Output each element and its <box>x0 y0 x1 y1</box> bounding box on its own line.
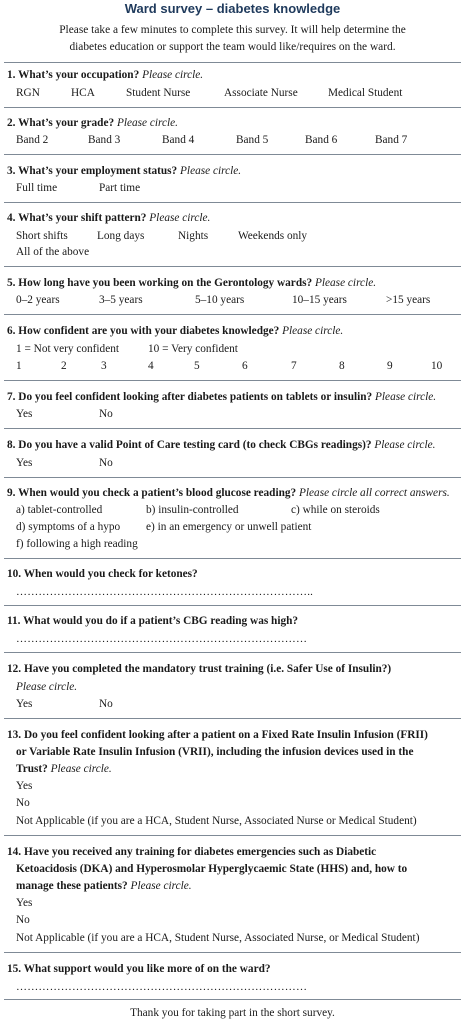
question-4 <box>7 211 210 225</box>
thank-you-note: Thank you for taking part in the short survey. <box>130 1007 335 1019</box>
option-over-15-years[interactable]: >15 years <box>386 294 431 306</box>
divider <box>4 558 461 559</box>
question-text: 6. How confident are you with your diabetes knowledge? <box>7 325 280 337</box>
option-no[interactable]: No <box>99 408 113 420</box>
question-text: 7. Do you feel confident looking after diabetes patients on tablets or insulin? <box>7 391 373 403</box>
option-no[interactable]: No <box>99 457 113 469</box>
option-no[interactable]: No <box>99 698 113 710</box>
option-scale-6[interactable]: 6 <box>242 360 248 372</box>
option-symptoms-of-hypo[interactable]: d) symptoms of a hypo <box>16 521 121 533</box>
question-text: 13. Do you feel confident looking after a patient on a Fixed Rate Insulin Infusion (FRII) <box>7 729 428 741</box>
question-text: 4. What’s your shift pattern? <box>7 212 147 224</box>
question-3 <box>7 164 241 178</box>
question-text: manage these patients? <box>16 880 128 892</box>
option-5-10-years[interactable]: 5–10 years <box>195 294 245 306</box>
question-text: 5. How long have you been working on the Gerontology wards? <box>7 277 313 289</box>
question-2 <box>7 116 178 130</box>
question-instruction: Please circle. <box>116 117 179 129</box>
option-yes[interactable]: Yes <box>16 457 33 469</box>
option-3-5-years[interactable]: 3–5 years <box>99 294 143 306</box>
option-not-applicable[interactable]: Not Applicable (if you are a HCA, Student Nurse, Associated Nurse or Medical Student) <box>16 815 417 827</box>
question-instruction: Please circle all correct answers. <box>299 487 450 499</box>
option-hca[interactable]: HCA <box>71 87 95 99</box>
question-14 <box>7 845 376 859</box>
question-text: 3. What’s your employment status? <box>7 165 178 177</box>
option-scale-10[interactable]: 10 <box>431 360 443 372</box>
question-text: 1. What’s your occupation? <box>7 69 140 81</box>
question-text: 14. Have you received any training for diabetes emergencies such as Diabetic <box>7 846 377 858</box>
intro-line: diabetes education or support the team would like/requires on the ward. <box>69 41 396 53</box>
question-6 <box>7 324 343 338</box>
question-instruction: Please circle. <box>50 763 112 775</box>
divider <box>4 477 461 478</box>
option-yes[interactable]: Yes <box>16 698 33 710</box>
question-text: 12. Have you completed the mandatory trust training (i.e. Safer Use of Insulin?) <box>7 663 392 675</box>
option-band-2[interactable]: Band 2 <box>16 134 49 146</box>
divider <box>4 999 461 1000</box>
question-14-line-2 <box>16 862 407 876</box>
option-scale-4[interactable]: 4 <box>148 360 154 372</box>
question-instruction: Please circle. <box>282 325 344 337</box>
option-scale-9[interactable]: 9 <box>387 360 393 372</box>
option-yes[interactable]: Yes <box>16 897 33 909</box>
question-text: Ketoacidosis (DKA) and Hyperosmolar Hyperglycaemic State (HHS) and, how to <box>16 863 408 875</box>
question-1 <box>7 68 203 82</box>
option-insulin-controlled[interactable]: b) insulin-controlled <box>146 504 239 516</box>
question-13 <box>7 728 428 742</box>
question-text: 9. When would you check a patient’s blood glucose reading? <box>7 487 297 499</box>
question-11 <box>7 614 298 628</box>
option-full-time[interactable]: Full time <box>16 182 58 194</box>
option-no[interactable]: No <box>16 914 30 926</box>
divider <box>4 652 461 653</box>
divider <box>4 107 461 108</box>
question-text: 15. What support would you like more of on the ward? <box>7 963 271 975</box>
question-7 <box>7 390 436 404</box>
divider <box>4 835 461 836</box>
intro-line: Please take a few minutes to complete this survey. It will help determine the <box>59 24 406 36</box>
option-scale-7[interactable]: 7 <box>291 360 297 372</box>
question-14-line-3 <box>16 879 192 893</box>
question-instruction: Please circle. <box>375 391 437 403</box>
question-5 <box>7 276 376 290</box>
question-instruction: Please circle. <box>16 681 78 693</box>
option-short-shifts[interactable]: Short shifts <box>16 230 68 242</box>
option-band-4[interactable]: Band 4 <box>162 134 195 146</box>
question-text: 2. What’s your grade? <box>7 117 115 129</box>
question-text: 11. What would you do if a patient’s CBG reading was high? <box>7 615 299 627</box>
divider <box>4 314 461 315</box>
scale-high-label: 10 = Very confident <box>148 343 238 355</box>
option-emergency-unwell[interactable]: e) in an emergency or unwell patient <box>146 521 312 533</box>
question-text: 8. Do you have a valid Point of Care testing card (to check CBGs readings)? <box>7 439 372 451</box>
divider <box>4 266 461 267</box>
option-weekends-only[interactable]: Weekends only <box>238 230 308 242</box>
divider <box>4 718 461 719</box>
option-yes[interactable]: Yes <box>16 408 33 420</box>
option-scale-3[interactable]: 3 <box>101 360 107 372</box>
question-13-line-3 <box>16 762 112 776</box>
survey-intro <box>14 22 451 56</box>
divider <box>4 380 461 381</box>
option-band-7[interactable]: Band 7 <box>375 134 408 146</box>
question-instruction: Please circle. <box>314 277 377 289</box>
option-all-of-the-above[interactable]: All of the above <box>16 246 90 258</box>
question-text: Trust? <box>16 763 48 775</box>
question-10 <box>7 567 198 581</box>
option-rgn[interactable]: RGN <box>16 87 40 99</box>
divider <box>4 154 461 155</box>
survey-title: Ward survey – diabetes knowledge <box>124 1 341 16</box>
divider <box>4 952 461 953</box>
question-8 <box>7 438 435 452</box>
answer-line-ketones[interactable]: …………………………………………………………………….. <box>16 586 314 598</box>
option-scale-8[interactable]: 8 <box>339 360 345 372</box>
option-no[interactable]: No <box>16 797 30 809</box>
question-instruction: Please circle. <box>142 69 204 81</box>
option-part-time[interactable]: Part time <box>99 182 141 194</box>
question-12 <box>7 662 391 676</box>
question-text: 10. When would you check for ketones? <box>7 568 198 580</box>
divider <box>4 605 461 606</box>
question-13-line-2 <box>16 745 413 759</box>
question-instruction: Please circle. <box>149 212 211 224</box>
option-band-6[interactable]: Band 6 <box>305 134 338 146</box>
divider <box>4 62 461 63</box>
option-associate-nurse[interactable]: Associate Nurse <box>224 87 298 99</box>
option-not-applicable[interactable]: Not Applicable (if you are a HCA, Student Nurse, Associated Nurse, or Medical Student) <box>16 932 420 944</box>
option-long-days[interactable]: Long days <box>97 230 145 242</box>
question-9 <box>7 486 450 500</box>
option-while-on-steroids[interactable]: c) while on steroids <box>291 504 380 516</box>
option-following-high-reading[interactable]: f) following a high reading <box>16 538 138 550</box>
option-band-5[interactable]: Band 5 <box>236 134 269 146</box>
option-0-2-years[interactable]: 0–2 years <box>16 294 60 306</box>
answer-line-support[interactable]: …………………………………………………………………… <box>16 981 308 993</box>
question-text: or Variable Rate Insulin Infusion (VRII), including the infusion devices used in the <box>16 746 414 758</box>
option-medical-student[interactable]: Medical Student <box>328 87 403 99</box>
scale-low-label: 1 = Not very confident <box>16 343 119 355</box>
option-scale-5[interactable]: 5 <box>194 360 200 372</box>
divider <box>4 202 461 203</box>
option-scale-1[interactable]: 1 <box>16 360 22 372</box>
option-scale-2[interactable]: 2 <box>61 360 67 372</box>
option-band-3[interactable]: Band 3 <box>88 134 121 146</box>
question-instruction: Please circle. <box>374 439 436 451</box>
divider <box>4 428 461 429</box>
question-instruction: Please circle. <box>130 880 192 892</box>
option-10-15-years[interactable]: 10–15 years <box>292 294 347 306</box>
option-tablet-controlled[interactable]: a) tablet-controlled <box>16 504 103 516</box>
answer-line-high-cbg[interactable]: …………………………………………………………………… <box>16 633 308 645</box>
option-student-nurse[interactable]: Student Nurse <box>126 87 191 99</box>
option-yes[interactable]: Yes <box>16 780 33 792</box>
question-instruction: Please circle. <box>180 165 242 177</box>
question-15 <box>7 962 271 976</box>
option-nights[interactable]: Nights <box>178 230 209 242</box>
